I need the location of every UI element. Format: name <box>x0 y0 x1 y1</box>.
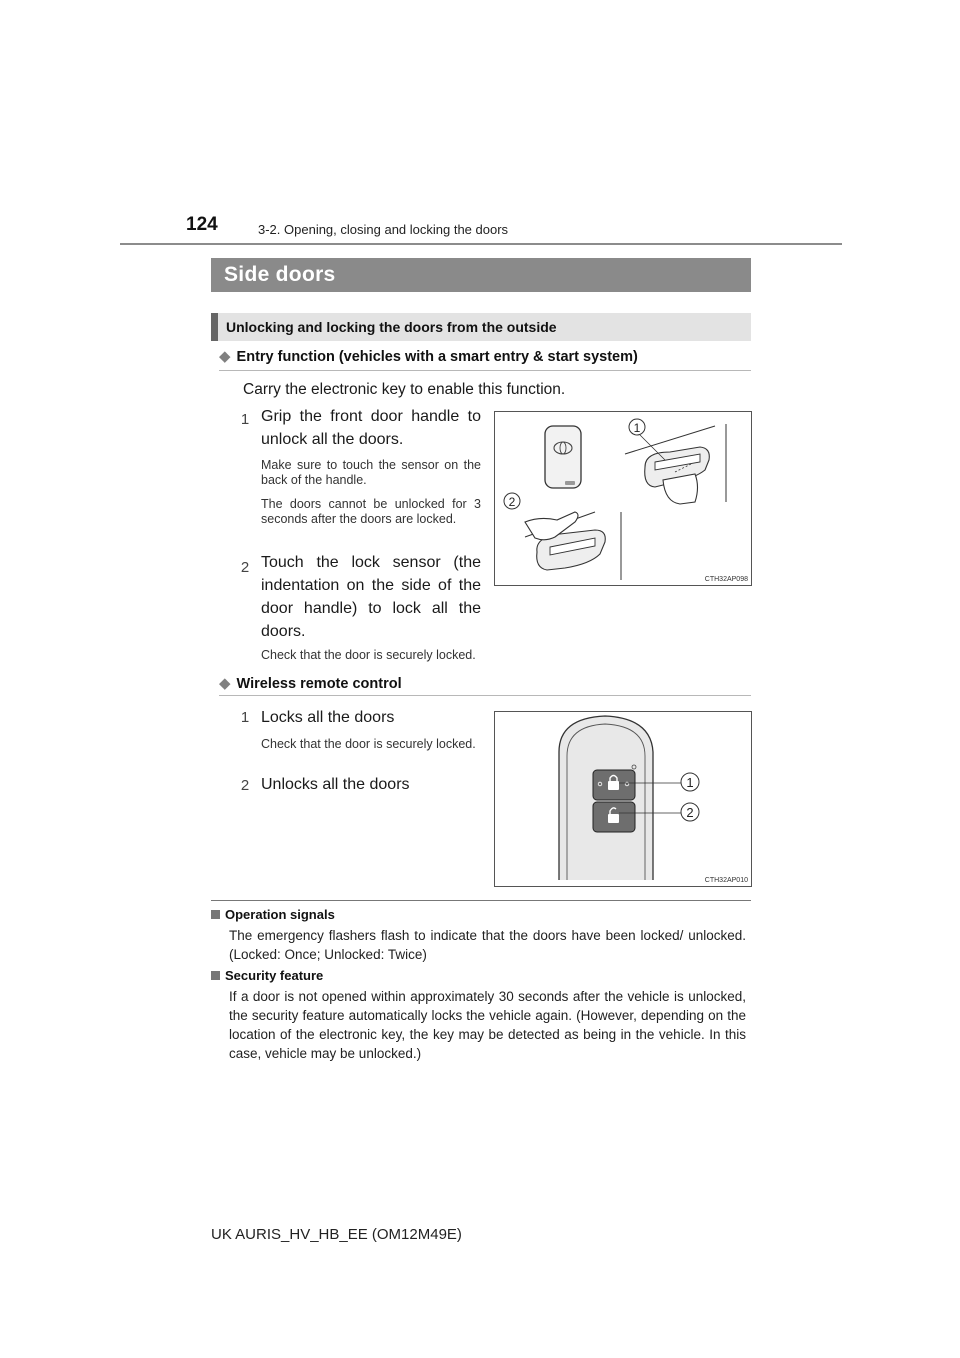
note-title-operation-signals: Operation signals <box>211 907 335 922</box>
svg-text:1: 1 <box>633 421 641 435</box>
door-handle-lower <box>525 512 605 570</box>
diamond-icon: ◆ <box>219 348 231 365</box>
svg-text:2: 2 <box>508 495 516 509</box>
remote-step1-note: Check that the door is securely locked. <box>261 737 476 751</box>
remote-key-illustration <box>495 712 751 886</box>
lock-button-icon <box>593 770 635 800</box>
step-number: 1 <box>240 411 250 428</box>
chapter-title: 3-2. Opening, closing and locking the doors <box>258 222 509 237</box>
entry-heading: ◆ Entry function (vehicles with a smart entry & start system) <box>219 348 638 365</box>
entry-step1-note-b: The doors cannot be unlocked for 3 seconds after the doors are locked. <box>261 497 481 526</box>
section-title: Side doors <box>224 263 336 286</box>
step-number: 2 <box>240 559 250 576</box>
diamond-icon: ◆ <box>219 675 231 692</box>
header-rule <box>120 243 842 245</box>
subsection-banner <box>211 313 751 341</box>
note-text-operation-signals: The emergency flashers flash to indicate that the doors have been locked/ unlocked. (Locked: Once; Unlocked: Twice) <box>229 928 746 962</box>
unlock-button-icon <box>593 802 635 832</box>
svg-text:CTH32AP098: CTH32AP098 <box>704 576 748 583</box>
svg-text:2: 2 <box>686 805 694 820</box>
square-bullet-icon <box>211 971 220 980</box>
smart-key-icon <box>545 426 581 488</box>
notes-rule <box>211 900 751 901</box>
footer-model-code: UK AURIS_HV_HB_EE (OM12M49E) <box>211 1226 462 1243</box>
remote-heading-rule <box>219 695 751 696</box>
svg-text:CTH32AP010: CTH32AP010 <box>704 877 748 884</box>
entry-step1-note-a: Make sure to touch the sensor on the back of the handle. <box>261 458 481 487</box>
remote-key-figure <box>494 711 752 887</box>
entry-step1-text: Grip the front door handle to unlock all the doors. <box>261 408 481 448</box>
entry-heading-rule <box>219 370 751 371</box>
remote-step2-text: Unlocks all the doors <box>261 776 410 793</box>
step-number: 1 <box>240 709 250 726</box>
step-number: 2 <box>240 777 250 794</box>
square-bullet-icon <box>211 910 220 919</box>
entry-step2-note: Check that the door is securely locked. <box>261 648 476 662</box>
page-number: 124 <box>186 214 218 235</box>
subsection-bar <box>211 313 218 341</box>
entry-step2-text: Touch the lock sensor (the indentation on the side of the door handle) to lock all the doors. <box>261 554 481 640</box>
entry-intro: Carry the electronic key to enable this function. <box>243 381 566 398</box>
door-handle-illustration <box>495 412 751 585</box>
section-banner <box>211 258 751 292</box>
door-handle-figure <box>494 411 752 586</box>
door-handle-upper <box>645 447 710 504</box>
svg-text:1: 1 <box>686 775 694 790</box>
remote-step1-text: Locks all the doors <box>261 709 395 726</box>
remote-heading: ◆ Wireless remote control <box>219 675 402 692</box>
subsection-title: Unlocking and locking the doors from the outside <box>226 319 557 335</box>
note-text-security-feature: If a door is not opened within approximately 30 seconds after the vehicle is unlocked, the security feature automatically locks the vehicle again. (However, depending on the location of the electronic key, the key may be detected as being in the vehicle. In this case, vehicle may be unlocked.) <box>229 989 746 1061</box>
note-title-security-feature: Security feature <box>211 968 323 983</box>
